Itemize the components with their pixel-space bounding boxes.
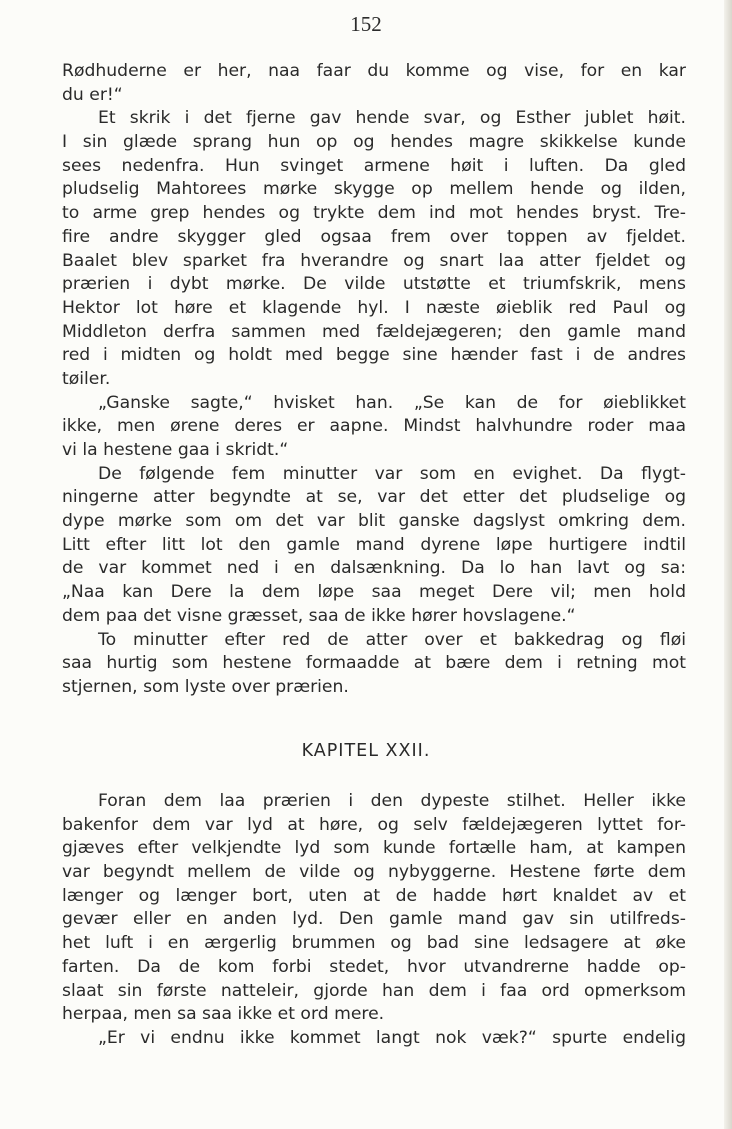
text-line: Litt efter litt lot den gamle mand dyrene løpe hurtigere indtil	[62, 534, 686, 555]
text-line: Foran dem laa prærien i den dypeste stilhet. Heller ikke	[98, 791, 686, 811]
body-text-bottom	[62, 790, 686, 1051]
text-line: Rødhuderne er her, naa faar du komme og vise, for en kar	[62, 61, 686, 81]
page-edge-shadow	[724, 0, 732, 1129]
text-line: to arme grep hendes og trykte dem ind mot hendes bryst. Tre-	[62, 203, 686, 224]
text-line: red i midten og holdt med begge sine hænder fast i de andres	[62, 345, 686, 366]
text-line: prærien i dybt mørke. De vilde utstøtte et triumfskrik, mens	[62, 274, 686, 295]
text-line: ningerne atter begyndte at se, var det etter det pludselige og	[62, 487, 686, 508]
text-line: saa hurtig som hestene formaadde at bære dem i retning mot	[62, 653, 686, 674]
text-line: gjæves efter velkjendte lyd som kunde fortælle ham, at kampen	[62, 838, 686, 859]
text-line: længer og længer bort, uten at de hadde hørt knaldet av et	[62, 885, 686, 906]
text-line: ikke, men ørene deres er aapne. Mindst halvhundre roder maa	[62, 416, 686, 437]
text-line: To minutter efter red de atter over et bakkedrag og fløi	[98, 629, 686, 650]
text-line: De følgende fem minutter var som en evighet. Da flygt-	[98, 463, 686, 484]
text-line: farten. Da de kom forbi stedet, hvor utvandrerne hadde op-	[62, 956, 686, 977]
text-line: stjernen, som lyste over prærien.	[62, 676, 349, 697]
text-line: var begyndt mellem de vilde og nybyggerne. Hestene førte dem	[62, 862, 686, 883]
text-line: „Ganske sagte,“ hvisket han. „Se kan de for øieblikket	[98, 392, 686, 413]
text-line: dem paa det visne græsset, saa de ikke hører hovslagene.“	[62, 605, 576, 626]
text-line: fire andre skygger gled ogsaa frem over toppen av fjeldet.	[62, 226, 686, 247]
text-line: slaat sin første natteleir, gjorde han dem i faa ord opmerksom	[62, 980, 686, 1001]
text-line: I sin glæde sprang hun op og hendes magre skikkelse kunde	[62, 132, 686, 153]
text-line: herpaa, men sa saa ikke et ord mere.	[62, 1004, 385, 1025]
text-line: Baalet blev sparket fra hverandre og snart laa atter fjeldet og	[62, 250, 686, 271]
text-line: vi la hestene gaa i skridt.“	[62, 440, 289, 460]
page-number: 152	[350, 12, 382, 36]
text-line: „Er vi endnu ikke kommet langt nok væk?“ spurte endelig	[98, 1027, 686, 1048]
text-line: tøiler.	[62, 368, 111, 389]
text-line: „Naa kan Dere la dem løpe saa meget Dere vil; men hold	[62, 582, 686, 603]
text-line: dype mørke som om det var blit ganske dagslyst omkring dem.	[62, 511, 686, 532]
text-line: het luft i en ærgerlig brummen og bad sine ledsagere at øke	[62, 933, 686, 954]
text-line: pludselig Mahtorees mørke skygge op mellem hende og ilden,	[62, 179, 686, 200]
chapter-heading: KAPITEL XXII.	[301, 741, 431, 761]
text-line: de var kommet ned i en dalsænkning. Da lo han lavt og sa:	[62, 558, 686, 579]
text-line: du er!“	[62, 84, 123, 105]
text-line: gevær eller en anden lyd. Den gamle mand gav sin utilfreds-	[62, 909, 686, 930]
text-line: Middleton derfra sammen med fældejægeren; den gamle mand	[62, 321, 686, 342]
body-text-top	[62, 60, 686, 700]
text-line: Et skrik i det fjerne gav hende svar, og Esther jublet høit.	[98, 108, 686, 129]
text-line: sees nedenfra. Hun svinget armene høit i luften. Da gled	[62, 155, 686, 176]
text-line: bakenfor dem var lyd at høre, og selv fældejægeren lyttet for-	[62, 814, 686, 835]
text-line: Hektor lot høre et klagende hyl. I næste øieblik red Paul og	[62, 297, 686, 318]
